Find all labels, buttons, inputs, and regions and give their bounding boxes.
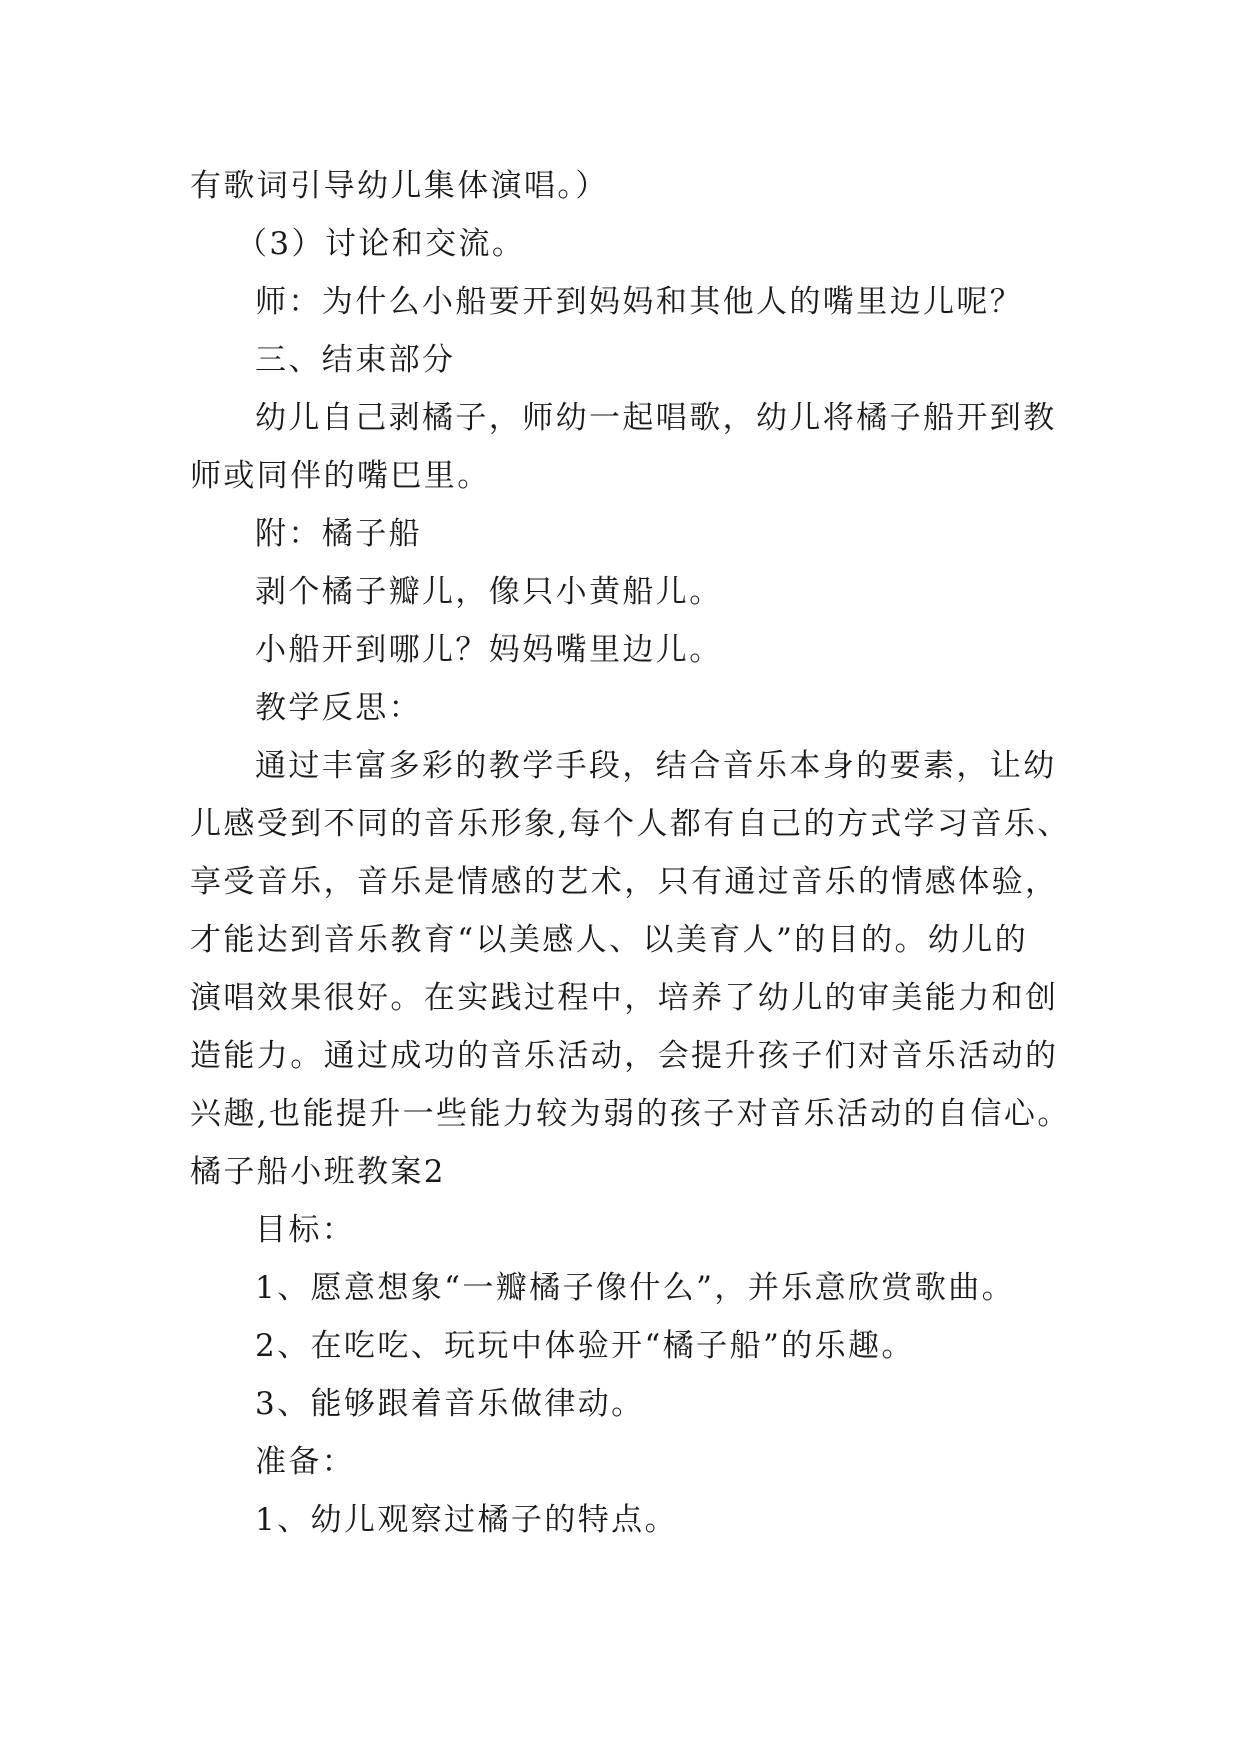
text-line: 有歌词引导幼儿集体演唱。） [190,168,609,204]
text-line: 享受音乐，音乐是情感的艺术，只有通过音乐的情感体验， [190,864,1059,900]
list-item: 1、愿意想象“一瓣橘子像什么”，并乐意欣赏歌曲。 [255,1270,1016,1306]
lyric-line: 剥个橘子瓣儿，像只小黄船儿。 [255,574,723,610]
list-item: 1、幼儿观察过橘子的特点。 [255,1502,678,1538]
lyric-line: 小船开到哪儿？妈妈嘴里边儿。 [255,632,723,668]
text-line: 师：为什么小船要开到妈妈和其他人的嘴里边儿呢？ [255,284,1024,320]
section-heading: 准备： [255,1444,356,1480]
section-heading: 目标： [255,1212,356,1248]
text-line: 通过丰富多彩的教学手段，结合音乐本身的要素，让幼 [255,748,1057,784]
text-line: 附：橘子船 [255,516,422,552]
section-heading: 教学反思： [255,690,422,726]
text-line: 才能达到音乐教育“以美感人、以美育人”的目的。幼儿的 [190,922,1029,958]
document-title: 橘子船小班教案2 [190,1154,446,1190]
list-item: 2、在吃吃、玩玩中体验开“橘子船”的乐趣。 [255,1328,915,1364]
text-line: 演唱效果很好。在实践过程中，培养了幼儿的审美能力和创 [190,980,1059,1016]
list-item: 3、能够跟着音乐做律动。 [255,1386,645,1422]
text-line: 造能力。通过成功的音乐活动，会提升孩子们对音乐活动的 [190,1038,1059,1074]
text-line: 儿感受到不同的音乐形象,每个人都有自己的方式学习音乐、 [190,806,1071,842]
text-line: （3）讨论和交流。 [236,226,526,262]
text-line: 师或同伴的嘴巴里。 [190,458,491,494]
text-line: 幼儿自己剥橘子，师幼一起唱歌，幼儿将橘子船开到教 [255,400,1057,436]
section-heading: 三、结束部分 [255,342,456,378]
text-line: 兴趣,也能提升一些能力较为弱的孩子对音乐活动的自信心。 [190,1096,1071,1132]
